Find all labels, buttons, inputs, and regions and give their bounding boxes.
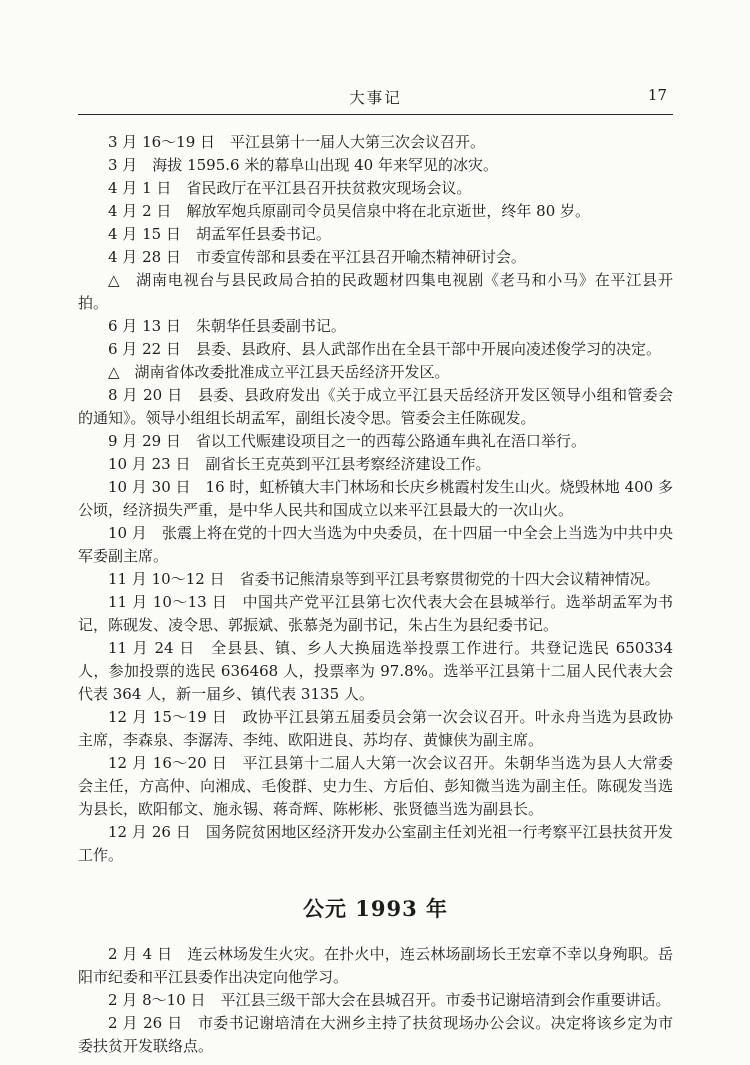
entry-paragraph: 11 月 10～13 日 中国共产党平江县第七次代表大会在县城举行。选举胡孟军为书记，陈砚发、凌令思、郭振斌、张慕尧为副书记，朱占生为县纪委书记。 xyxy=(78,593,673,634)
entry-paragraph: 11 月 24 日 全县县、镇、乡人大换届选举投票工作进行。共登记选民 650334 人，参加投票的选民 636468 人，投票率为 97.8%。选举平江县第十二届人民代表大会代表 364 人，新一届乡、镇代表 3135 人。 xyxy=(78,639,673,703)
entry-paragraph: 6 月 13 日 朱朝华任县委副书记。 xyxy=(108,317,346,335)
section-heading: 公元 1993 年 xyxy=(302,896,449,921)
page-title: 大事记 xyxy=(349,89,402,107)
page-header xyxy=(78,86,673,108)
page-number: 17 xyxy=(647,86,667,104)
document-body xyxy=(78,131,673,1058)
entry-paragraph: △ 湖南省体改委批准成立平江县天岳经济开发区。 xyxy=(108,363,450,381)
entry-paragraph: 9 月 29 日 省以工代赈建设项目之一的西莓公路通车典礼在浯口举行。 xyxy=(108,432,586,450)
entry-paragraph: 3 月 16～19 日 平江县第十一届人大第三次会议召开。 xyxy=(108,133,486,151)
entry-paragraph: 2 月 8～10 日 平江县三级干部大会在县城召开。市委书记谢培清到会作重要讲话。 xyxy=(108,991,671,1009)
entry-paragraph: 10 月 张震上将在党的十四大当选为中央委员，在十四届一中全会上当选为中共中央军委副主席。 xyxy=(78,524,673,565)
entry-paragraph: 4 月 1 日 省民政厅在平江县召开扶贫救灾现场会议。 xyxy=(108,179,472,197)
entry-paragraph: 3 月 海拔 1595.6 米的幕阜山出现 40 年来罕见的冰灾。 xyxy=(108,156,498,174)
entry-paragraph: 2 月 26 日 市委书记谢培清在大洲乡主持了扶贫现场办公会议。决定将该乡定为市委扶贫开发联络点。 xyxy=(78,1014,673,1055)
entry-paragraph: 12 月 16～20 日 平江县第十二届人大第一次会议召开。朱朝华当选为县人大常委会主任，方高仲、向湘成、毛俊群、史力生、方后伯、彭知微当选为副主任。陈砚发当选为县长，欧阳郁文、施永锡、蒋奇辉、陈彬彬、张贤德当选为副县长。 xyxy=(78,754,673,818)
entry-paragraph: 10 月 23 日 副省长王克英到平江县考察经济建设工作。 xyxy=(108,455,491,473)
entry-paragraph: 12 月 15～19 日 政协平江县第五届委员会第一次会议召开。叶永舟当选为县政协主席，李森泉、李潺涛、李纯、欧阳进良、苏均存、黄慷侠为副主席。 xyxy=(78,708,673,749)
entry-paragraph: 10 月 30 日 16 时，虹桥镇大丰门林场和长庆乡桃霞村发生山火。烧毁林地 400 多公顷，经济损失严重，是中华人民共和国成立以来平江县最大的一次山火。 xyxy=(78,478,673,519)
header-divider xyxy=(78,114,673,115)
entry-paragraph: 4 月 2 日 解放军炮兵原副司令员吴信泉中将在北京逝世，终年 80 岁。 xyxy=(108,202,591,220)
entry-paragraph: 12 月 26 日 国务院贫困地区经济开发办公室副主任刘光祖一行考察平江县扶贫开发工作。 xyxy=(78,823,673,864)
entry-paragraph: 2 月 4 日 连云林场发生火灾。在扑火中，连云林场副场长王宏章不幸以身殉职。岳阳市纪委和平江县委作出决定向他学习。 xyxy=(78,945,673,986)
entry-paragraph: 4 月 15 日 胡孟军任县委书记。 xyxy=(108,225,331,243)
entry-paragraph: 4 月 28 日 市委宣传部和县委在平江县召开喻杰精神研讨会。 xyxy=(108,248,526,266)
entry-paragraph: △ 湖南电视台与县民政局合拍的民政题材四集电视剧《老马和小马》在平江县开拍。 xyxy=(78,271,673,312)
entry-paragraph: 6 月 22 日 县委、县政府、县人武部作出在全县干部中开展向凌述俊学习的决定。 xyxy=(108,340,661,358)
entry-paragraph: 8 月 20 日 县委、县政府发出《关于成立平江县天岳经济开发区领导小组和管委会的通知》。领导小组组长胡孟军，副组长凌令思。管委会主任陈砚发。 xyxy=(78,386,673,427)
entry-paragraph: 11 月 10～12 日 省委书记熊清泉等到平江县考察贯彻党的十四大会议精神情况。 xyxy=(108,570,660,588)
